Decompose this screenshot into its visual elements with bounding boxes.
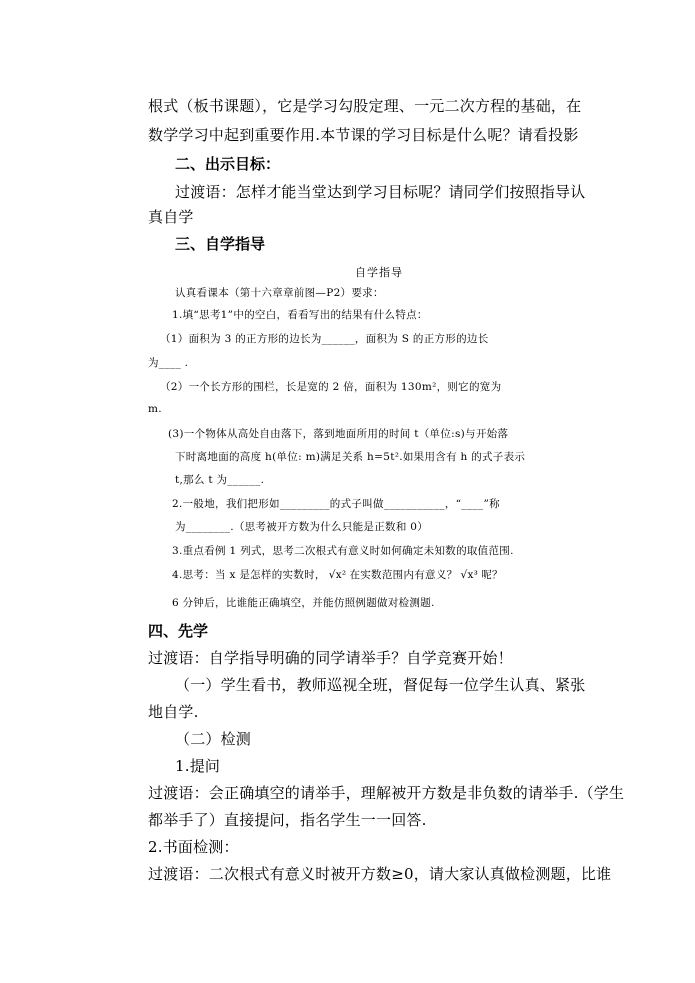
guide-title: 自学指导 — [355, 266, 403, 279]
guide-q1-line-2: 为____ . — [148, 357, 189, 369]
section4-part2: （二）检测 — [175, 730, 252, 748]
guide-footer: 6 分钟后，比谁能正确填空，并能仿照例题做对检测题. — [172, 597, 435, 609]
guide-item-4-text-b: 在实数范围内有意义？ — [349, 569, 458, 581]
guide-intro: 认真看课本（第十六章章前图—P2）要求： — [175, 287, 384, 299]
section2-heading: 二、出示目标： — [175, 155, 281, 173]
guide-item-3: 3.重点看例 1 列式，思考二次根式有意义时如何确定未知数的取值范围. — [172, 545, 514, 557]
section2-transition-line-1: 过渡语：怎样才能当堂达到学习目标呢？请同学们按照指导认 — [175, 183, 586, 201]
section4-part1-line-1: （一）学生看书，教师巡视全班，督促每一位学生认真、紧张 — [175, 676, 586, 694]
section4-t1-line-1: 过渡语：会正确填空的请举手，理解被开方数是非负数的请举手.（学生 — [148, 784, 625, 802]
guide-q1-line-1: （1）面积为 3 的正方形的边长为______，面积为 S 的正方形的边长 — [160, 333, 489, 345]
guide-item-2-line-2: 为________.（思考被开方数为什么只能是正数和 0） — [175, 521, 429, 533]
sqrt-x-cubed-formula: √x³ — [460, 569, 479, 581]
guide-item-1: 1.填“思考1”中的空白，看看写出的结果有什么特点： — [172, 309, 428, 321]
guide-q3-line-1: (3)一个物体从高处自由落下，落到地面所用的时间 t（单位:s)与开始落 — [168, 428, 509, 440]
guide-item-2-line-1: 2.一般地，我们把形如_________的式子叫做___________，“____”称 — [172, 498, 500, 510]
section3-heading: 三、自学指导 — [175, 235, 266, 253]
guide-item-4 — [172, 567, 503, 582]
section4-sub2: 2.书面检测： — [148, 838, 239, 856]
section4-t1-line-2: 都举手了）直接提问，指名学生一一回答. — [148, 811, 427, 829]
guide-q3-line-2: 下时离地面的高度 h(单位: m)满足关系 h=5t².如果用含有 h 的式子表示 — [175, 451, 526, 463]
section4-t2-line-1: 过渡语：二次根式有意义时被开方数≥0，请大家认真做检测题，比谁 — [148, 865, 612, 883]
section4-sub1: 1.提问 — [175, 757, 221, 775]
section2-transition-line-2: 真自学 — [148, 208, 194, 226]
guide-q2-line-1: （2）一个长方形的围栏，长是宽的 2 倍，面积为 130m²，则它的宽为 — [160, 381, 502, 393]
intro-line-1: 根式（板书课题），它是学习勾股定理、一元二次方程的基础，在 — [148, 97, 582, 115]
section4-part1-line-2: 地自学. — [148, 703, 199, 721]
section4-transition: 过渡语：自学指导明确的同学请举手？自学竞赛开始！ — [148, 649, 513, 667]
guide-item-4-text-a: 4.思考：当 x 是怎样的实数时， — [172, 569, 326, 581]
intro-line-2: 数学学习中起到重要作用.本节课的学习目标是什么呢？请看投影 — [148, 126, 579, 144]
sqrt-x-squared-formula: √x² — [328, 569, 347, 581]
guide-item-4-text-c: 呢？ — [481, 569, 503, 581]
guide-q2-line-2: m. — [148, 403, 162, 415]
guide-q3-line-3: t,那么 t 为______. — [175, 474, 265, 486]
section4-heading: 四、先学 — [148, 622, 209, 640]
